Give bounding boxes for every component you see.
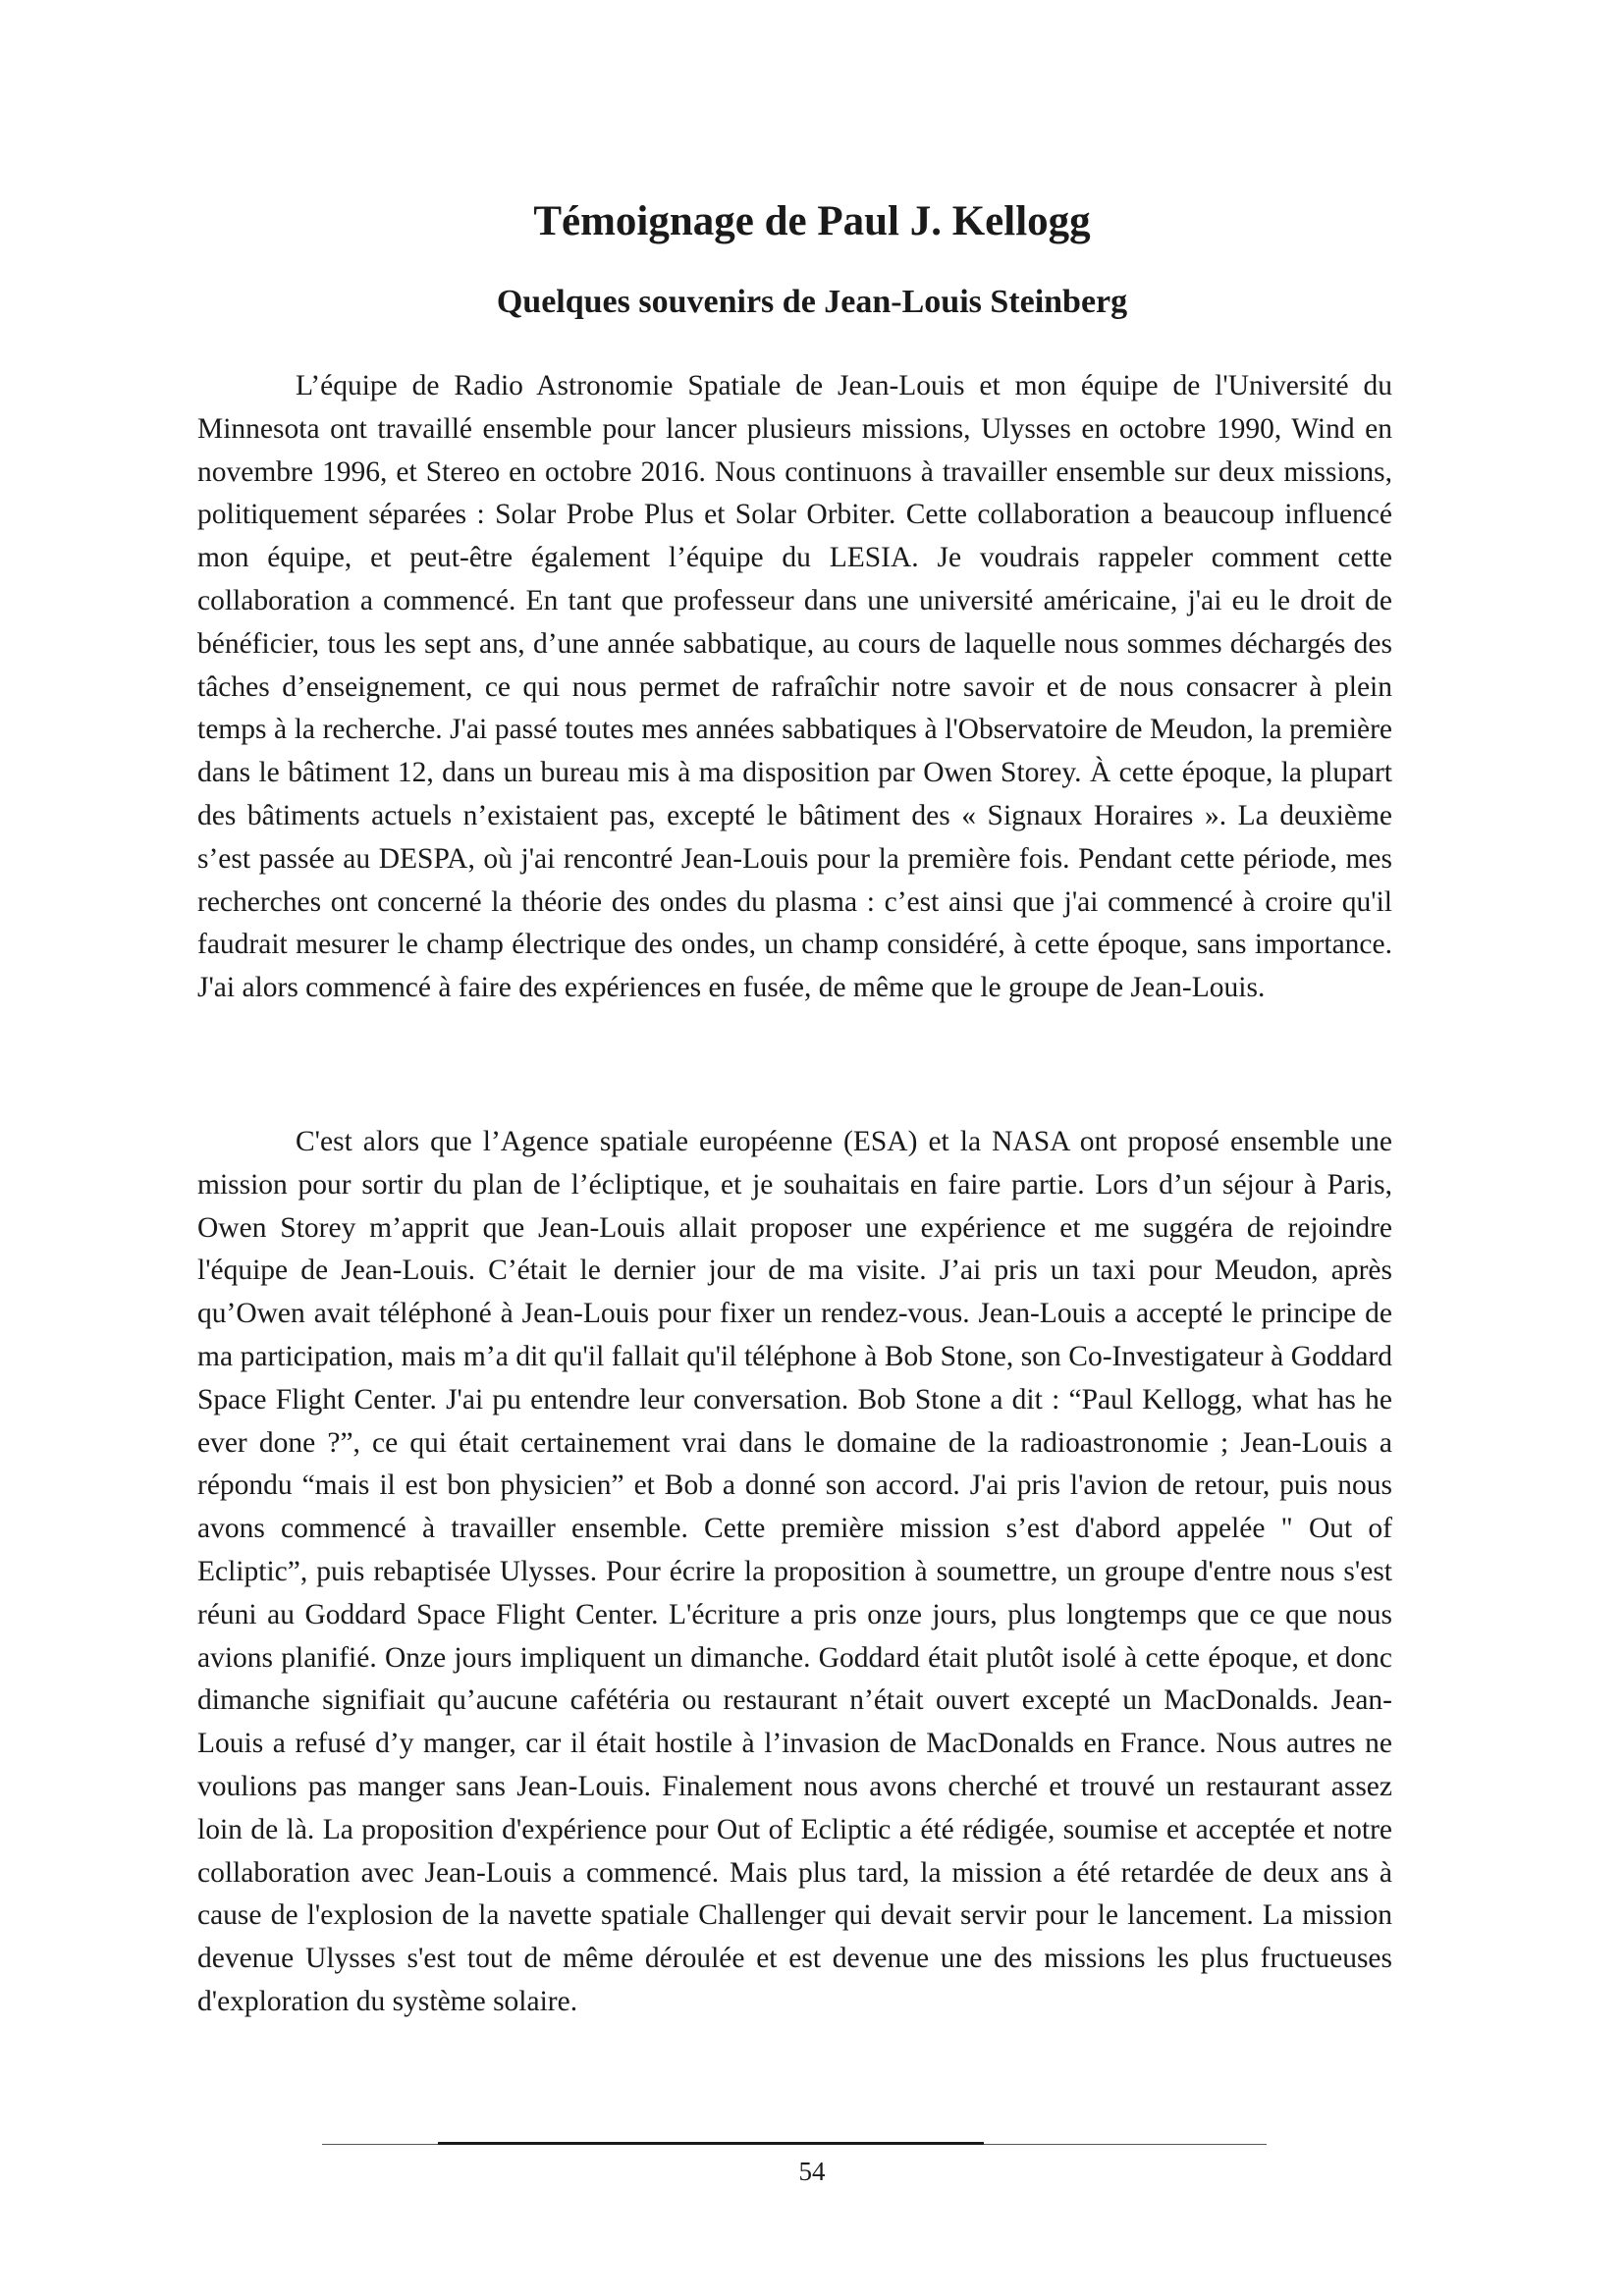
body-paragraph-1: L’équipe de Radio Astronomie Spatiale de Jean-Louis et mon équipe de l'Université du Minnesota ont travaillé ensemble pour lancer plusieurs missions, Ulysses en octobre 1990, Wind en novembre 1996, et Stereo en octobre 2016. Nous continuons à travailler ensemble sur deux missions, politiquement séparées : Solar Probe Plus et Solar Orbiter. Cette collaboration a beaucoup influencé mon équipe, et peut-être également l’équipe du LESIA. Je voudrais rappeler comment cette collaboration a commencé. En tant que professeur dans une université américaine, j'ai eu le droit de bénéficier, tous les sept ans, d’une année sabbatique, au cours de laquelle nous sommes déchargés des tâches d’enseignement, ce qui nous permet de rafraîchir notre savoir et de nous consacrer à plein temps à la recherche. J'ai passé toutes mes années sabbatiques à l'Observatoire de Meudon, la première dans le bâtiment 12, dans un bureau mis à ma disposition par Owen Storey. À cette époque, la plupart des bâtiments actuels n’existaient pas, excepté le bâtiment des « Signaux Horaires ». La deuxième s’est passée au DESPA, où j'ai rencontré Jean-Louis pour la première fois. Pendant cette période, mes recherches ont concerné la théorie des ondes du plasma : c’est ainsi que j'ai commencé à croire qu'il faudrait mesurer le champ électrique des ondes, un champ considéré, à cette époque, sans importance. J'ai alors commencé à faire des expériences en fusée, de même que le groupe de Jean-Louis. — [197, 370, 1392, 1004]
page-number: 54 — [798, 2157, 826, 2186]
page-subtitle: Quelques souvenirs de Jean-Louis Steinberg — [496, 284, 1128, 320]
page-title: Témoignage de Paul J. Kellogg — [533, 198, 1091, 244]
footer-divider-accent — [438, 2142, 984, 2145]
body-paragraph-2: C'est alors que l’Agence spatiale européenne (ESA) et la NASA ont proposé ensemble une mission pour sortir du plan de l’écliptique, et je souhaitais en faire partie. Lors d’un séjour à Paris, Owen Storey m’apprit que Jean-Louis allait proposer une expérience et me suggéra de rejoindre l'équipe de Jean-Louis. C’était le dernier jour de ma visite. J’ai pris un taxi pour Meudon, après qu’Owen avait téléphoné à Jean-Louis pour fixer un rendez-vous. Jean-Louis a accepté le principe de ma participation, mais m’a dit qu'il fallait qu'il téléphone à Bob Stone, son Co-Investigateur à Goddard Space Flight Center. J'ai pu entendre leur conversation. Bob Stone a dit : “Paul Kellogg, what has he ever done ?”, ce qui était certainement vrai dans le domaine de la radioastronomie ; Jean-Louis a répondu “mais il est bon physicien” et Bob a donné son accord. J'ai pris l'avion de retour, puis nous avons commencé à travailler ensemble. Cette première mission s’est d'abord appelée " Out of Ecliptic”, puis rebaptisée Ulysses. Pour écrire la proposition à soumettre, un groupe d'entre nous s'est réuni au Goddard Space Flight Center. L'écriture a pris onze jours, plus longtemps que ce que nous avions planifié. Onze jours impliquent un dimanche. Goddard était plutôt isolé à cette époque, et donc dimanche signifiait qu’aucune cafétéria ou restaurant n’était ouvert excepté un MacDonalds. Jean-Louis a refusé d’y manger, car il était hostile à l’invasion de MacDonalds en France. Nous autres ne voulions pas manger sans Jean-Louis. Finalement nous avons cherché et trouvé un restaurant assez loin de là. La proposition d'expérience pour Out of Ecliptic a été rédigée, soumise et acceptée et notre collaboration avec Jean-Louis a commencé. Mais plus tard, la mission a été retardée de deux ans à cause de l'explosion de la navette spatiale Challenger qui devait servir pour le lancement. La mission devenue Ulysses s'est tout de même déroulée et est devenue une des missions les plus fructueuses d'exploration du système solaire. — [197, 1126, 1392, 2017]
